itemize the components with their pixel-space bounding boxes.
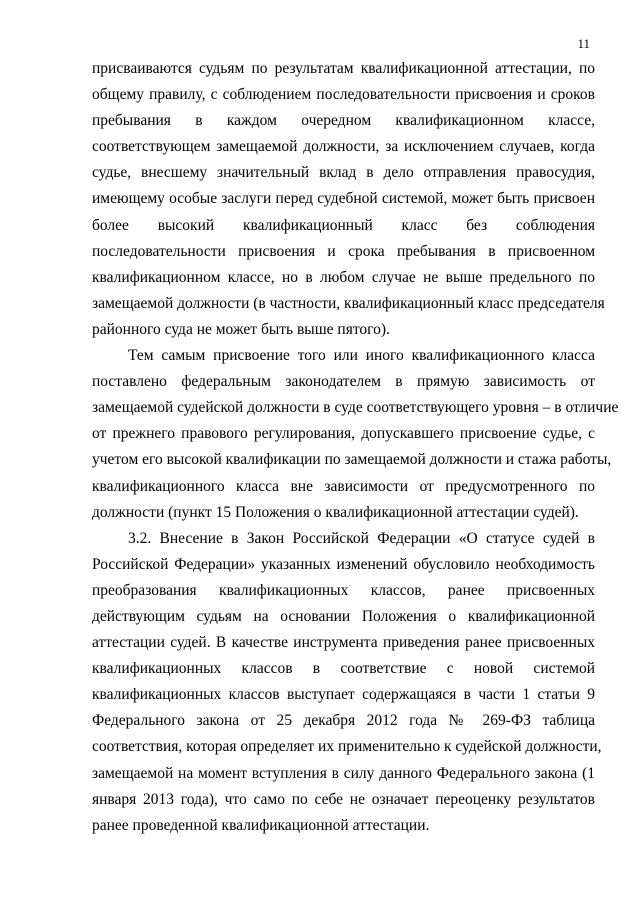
page-number: 11 — [577, 36, 590, 51]
text-line: должности (пункт 15 Положения о квалификационной аттестации судей). — [92, 503, 579, 521]
document-body — [92, 56, 619, 839]
text-line: присваиваются судьям по результатам квалификационной аттестации, по — [92, 60, 595, 77]
text-line: соответствия, которая определяет их применительно к судейской должности, — [92, 738, 602, 756]
text-line: последовательности присвоения и срока пребывания в присвоенном — [92, 242, 595, 260]
text-line: пребывания в каждом очередном квалификационном классе, — [92, 112, 595, 130]
text-line: квалификационного класса вне зависимости от предусмотренного по — [92, 477, 595, 495]
paragraph-1 — [92, 56, 605, 343]
text-line: Федерального закона от 25 декабря 2012 года № 269-ФЗ таблица — [92, 712, 595, 730]
text-line: имеющему особые заслуги перед судебной системой, может быть присвоен — [92, 190, 595, 208]
text-line: общему правилу, с соблюдением последовательности присвоения и сроков — [92, 86, 595, 104]
text-line: учетом его высокой квалификации по замещаемой должности и стажа работы, — [92, 451, 612, 469]
text-line: районного суда не может быть выше пятого). — [92, 320, 390, 338]
text-line: Тем самым присвоение того или иного квалификационного класса — [128, 347, 595, 365]
paragraph-2 — [92, 343, 619, 526]
text-line: ранее проведенной квалификационной аттестации. — [92, 816, 430, 834]
text-line: квалификационных классов в соответствие с новой системой — [92, 660, 595, 678]
text-line: 3.2. Внесение в Закон Российской Федерации «О статусе судей в — [128, 529, 595, 547]
text-line: замещаемой на момент вступления в силу данного Федерального закона (1 — [92, 764, 595, 782]
text-line: квалификационных классов выступает содержащаяся в части 1 статьи 9 — [92, 686, 595, 704]
text-line: действующим судьям на основании Положения о квалификационной — [92, 607, 595, 625]
paragraph-3 — [92, 526, 602, 839]
text-line: квалификационном классе, но в любом случае не выше предельного по — [92, 268, 595, 286]
text-line: судье, внесшему значительный вклад в дело отправления правосудия, — [92, 164, 595, 182]
text-line: поставлено федеральным законодателем в прямую зависимость от — [92, 373, 595, 391]
text-line: преобразования квалификационных классов, ранее присвоенных — [92, 581, 595, 599]
text-line: замещаемой должности (в частности, квалификационный класс председателя — [92, 294, 605, 312]
text-line: от прежнего правового регулирования, допускавшего присвоение судье, с — [92, 425, 595, 443]
text-line: соответствующем замещаемой должности, за исключением случаев, когда — [92, 138, 595, 156]
text-line: января 2013 года), что само по себе не означает переоценку результатов — [92, 790, 595, 808]
text-line: более высокий квалификационный класс без соблюдения — [92, 216, 595, 234]
text-line: замещаемой судейской должности в суде соответствующего уровня – в отличие — [92, 399, 619, 417]
text-line: Российской Федерации» указанных изменений обусловило необходимость — [92, 555, 595, 573]
text-line: аттестации судей. В качестве инструмента приведения ранее присвоенных — [92, 634, 595, 652]
